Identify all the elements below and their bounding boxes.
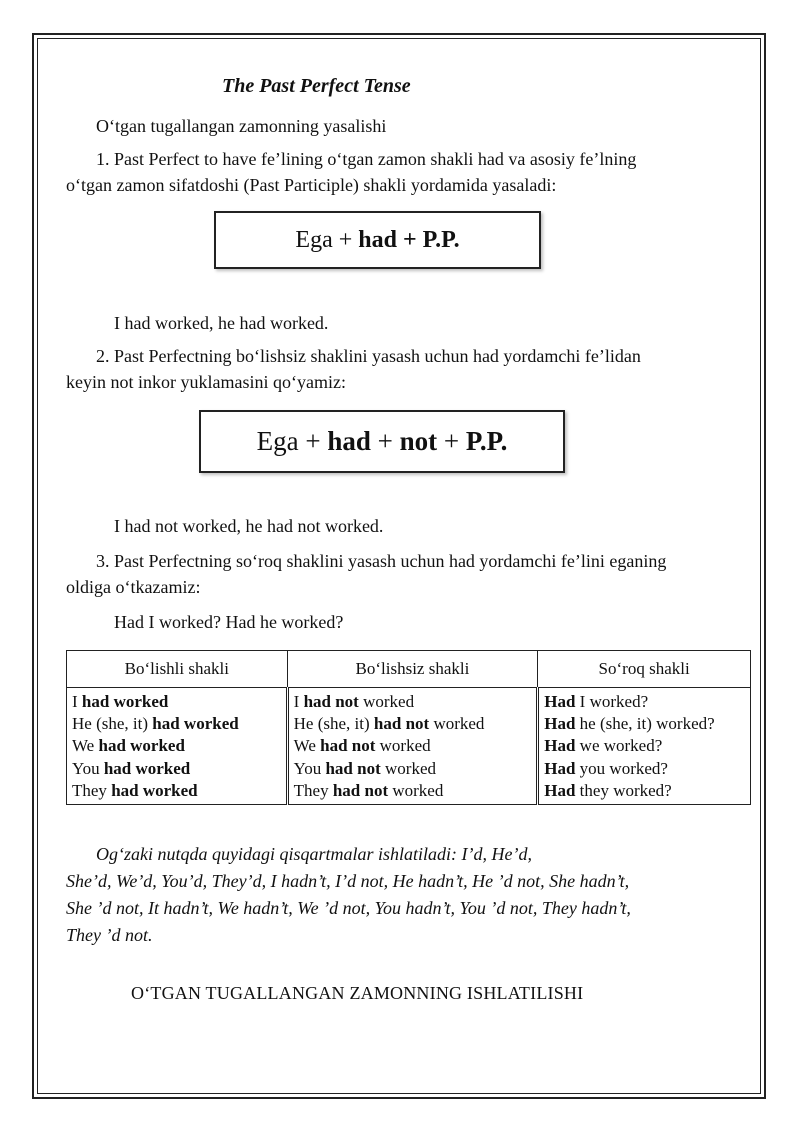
table-header-row xyxy=(67,651,751,688)
negative-cell xyxy=(287,688,538,805)
rule2-line1: 2. Past Perfectning bo‘lishsiz shaklini yasash uchun had yordamchi fe’lidan xyxy=(96,346,641,366)
list-item: Had you worked? xyxy=(544,758,668,778)
section-heading: O‘TGAN TUGALLANGAN ZAMONNING ISHLATILISHI xyxy=(131,983,584,1003)
formula2-plus1: + xyxy=(370,426,400,456)
formula1-verb: had + P.P. xyxy=(358,226,460,253)
list-item: He (she, it) had worked xyxy=(72,714,239,734)
question-cell xyxy=(538,688,751,805)
affirmative-cell xyxy=(67,688,288,805)
list-item: You had not worked xyxy=(293,758,436,778)
conjugation-table xyxy=(66,650,751,805)
rule3-line1: 3. Past Perfectning so‘roq shaklini yasash uchun had yordamchi fe’lini eganing xyxy=(96,551,667,571)
list-item: He (she, it) had not worked xyxy=(293,714,485,734)
example-affirmative: I had worked, he had worked. xyxy=(114,313,329,333)
note-line4: They ’d not. xyxy=(66,925,153,945)
note-line3: She ’d not, It hadn’t, We hadn’t, We ’d not, You hadn’t, You ’d not, They hadn’t, xyxy=(66,898,631,918)
formula2-had: had xyxy=(327,426,371,456)
list-item: They had not worked xyxy=(293,780,444,800)
header-question: So‘roq shakli xyxy=(538,651,751,688)
example-question: Had I worked? Had he worked? xyxy=(114,612,344,632)
formula2-pp: P.P. xyxy=(465,426,508,456)
list-item: I had worked xyxy=(72,692,169,711)
intro-text: O‘tgan tugallangan zamonning yasalishi xyxy=(96,116,387,136)
list-item: You had worked xyxy=(72,758,191,778)
note-line2: She’d, We’d, You’d, They’d, I hadn’t, I’d not, He hadn’t, He ’d not, She hadn’t, xyxy=(66,871,630,891)
list-item: Had he (she, it) worked? xyxy=(544,714,715,734)
rule3-line2: oldiga o‘tkazamiz: xyxy=(66,577,201,597)
list-item: They had worked xyxy=(72,780,198,800)
header-affirmative: Bo‘lishli shakli xyxy=(67,651,288,688)
list-item: Had they worked? xyxy=(544,780,672,800)
note-line1: Og‘zaki nutqda quyidagi qisqartmalar ishlatiladi: I’d, He’d, xyxy=(96,844,532,864)
formula-negative-box xyxy=(199,410,565,473)
list-item: I had not worked xyxy=(293,692,415,711)
formula2-plus2: + xyxy=(437,426,466,456)
list-item: Had I worked? xyxy=(544,692,649,711)
list-item: Had we worked? xyxy=(544,736,663,756)
formula2-subject: Ega + xyxy=(256,426,328,456)
formula-affirmative-box xyxy=(214,211,541,269)
rule1-line1: 1. Past Perfect to have fe’lining o‘tgan zamon shakli had va asosiy fe’lning xyxy=(96,149,637,169)
rule2-line2: keyin not inkor yuklamasini qo‘yamiz: xyxy=(66,372,346,392)
page-title: The Past Perfect Tense xyxy=(222,75,411,97)
formula2-not: not xyxy=(399,426,438,456)
rule1-line2: o‘tgan zamon sifatdoshi (Past Participle) shakli yordamida yasaladi: xyxy=(66,175,557,195)
table-row xyxy=(67,688,751,805)
list-item: We had not worked xyxy=(293,736,431,756)
example-negative: I had not worked, he had not worked. xyxy=(114,516,384,536)
list-item: We had worked xyxy=(72,736,185,756)
formula1-subject: Ega + xyxy=(295,226,359,253)
header-negative: Bo‘lishsiz shakli xyxy=(287,651,538,688)
